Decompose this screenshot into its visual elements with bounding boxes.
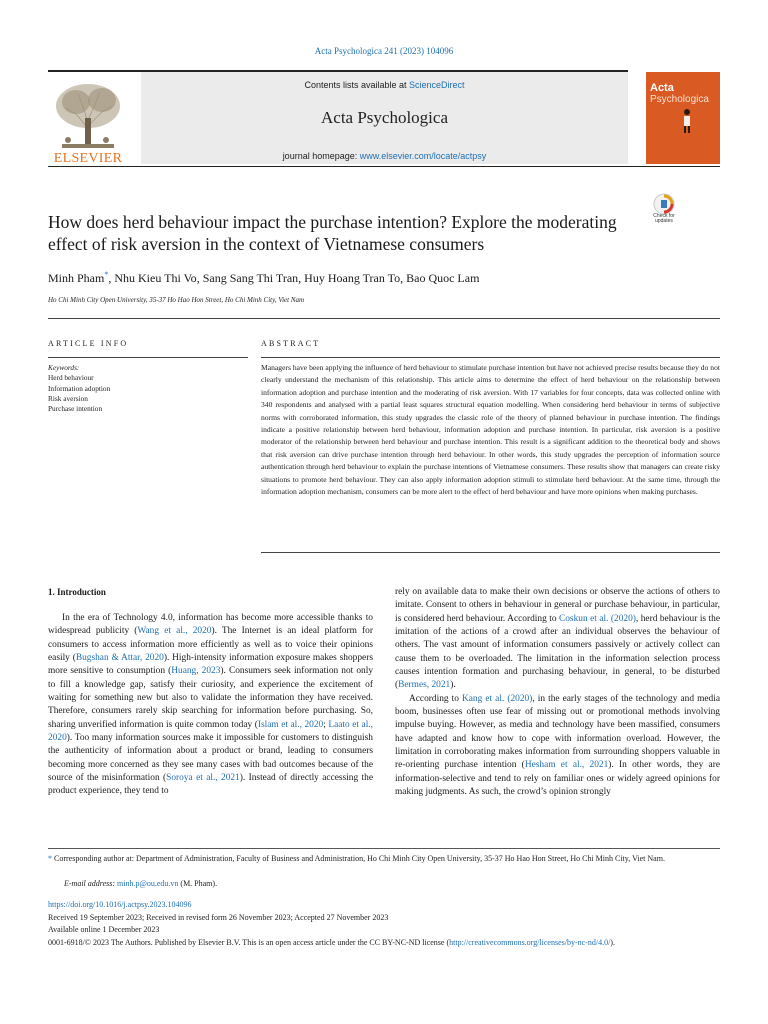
keyword-item: Herd behaviour bbox=[48, 373, 94, 383]
citation-link[interactable]: Huang, 2023 bbox=[171, 666, 221, 677]
citation-link[interactable]: Bermes, 2021 bbox=[398, 680, 451, 691]
keyword-item: Information adoption bbox=[48, 383, 111, 393]
header-bottom-rule bbox=[48, 166, 720, 167]
footnote-rule bbox=[48, 848, 720, 849]
abstract-heading: ABSTRACT bbox=[261, 339, 321, 348]
body-text: ). Instead of directly accessing the product experience, they tend to bbox=[48, 773, 373, 797]
author-name: Bao Quoc Lam bbox=[406, 271, 480, 285]
author-name: Sang Sang Thi Tran bbox=[202, 271, 299, 285]
body-text: According to bbox=[409, 693, 462, 704]
journal-cover-thumbnail[interactable] bbox=[646, 72, 720, 164]
author-name: Huy Hoang Tran To bbox=[304, 271, 401, 285]
journal-homepage-link[interactable]: www.elsevier.com/locate/actpsy bbox=[359, 151, 487, 161]
section-divider bbox=[48, 318, 720, 319]
corresponding-author-marker[interactable]: * bbox=[104, 270, 109, 279]
body-text: , in the early stages of the technology and media boom, businesses often use fear of missing out or promotional methods involving impulse buying. However, as media and technology have been massified, consumers have adapted and know how to cope with information overload. However, the limitation in corroborating makes information from surrounding shoppers valuable in re-orienting purchase intention ( bbox=[395, 693, 720, 771]
citation-link[interactable]: Soroya et al., 2021 bbox=[166, 773, 240, 784]
citation-link[interactable]: Coskun et al. (2020) bbox=[558, 613, 636, 624]
email-label: E-mail address: bbox=[64, 879, 116, 888]
cover-figure-icon bbox=[680, 108, 694, 134]
elsevier-wordmark: ELSEVIER bbox=[53, 151, 123, 166]
doi-link[interactable]: https://doi.org/10.1016/j.actpsy.2023.104096 bbox=[48, 900, 192, 909]
author-name: Nhu Kieu Thi Vo bbox=[114, 271, 197, 285]
body-text: ; bbox=[323, 719, 329, 730]
journal-citation[interactable]: Acta Psychologica 241 (2023) 104096 bbox=[314, 46, 454, 56]
citation-link[interactable]: Bugshan & Attar, 2020 bbox=[75, 653, 164, 664]
license-statement: 0001-6918/© 2023 The Authors. Published by Elsevier B.V. This is an open access article under the CC BY-NC-ND license (http://creativecommons.org/licenses/by-nc-nd/4.0/). bbox=[48, 938, 615, 947]
license-link[interactable]: http://creativecommons.org/licenses/by-nc-nd/4.0/ bbox=[449, 938, 611, 947]
intro-paragraph bbox=[395, 693, 720, 800]
citation-link[interactable]: Hesham et al., 2021 bbox=[524, 760, 609, 771]
body-text: , herd behaviour is the imitation of the actions of a crowd after an individual observes the behaviour of others. The vast amount of information consumers passively or actively collect can cause them to be overloaded. The limitation in the information selection process causes intention formation and purchasing behaviour, in general, to be disturbed ( bbox=[395, 613, 720, 691]
introduction-heading: 1. Introduction bbox=[48, 587, 106, 597]
article-info-rule bbox=[48, 357, 248, 358]
keywords-label: Keywords: bbox=[48, 363, 80, 372]
available-online-date: Available online 1 December 2023 bbox=[48, 925, 160, 934]
check-for-updates-label[interactable]: Check for updates bbox=[653, 213, 675, 224]
author-list: Minh Pham*, Nhu Kieu Thi Vo, Sang Sang Thi Tran, Huy Hoang Tran To, Bao Quoc Lam bbox=[48, 270, 480, 285]
body-text: ). bbox=[450, 680, 456, 691]
citation-link[interactable]: Islam et al., 2020 bbox=[257, 719, 324, 730]
citation-link[interactable]: Laato et al., 2020 bbox=[48, 719, 373, 744]
email-footnote: E-mail address: minh.p@ou.edu.vn (M. Pham). bbox=[64, 879, 218, 888]
email-link[interactable]: minh.p@ou.edu.vn bbox=[117, 879, 179, 888]
journal-name: Acta Psychologica bbox=[321, 108, 448, 127]
body-text: rely on available data to make their own decisions or observe the actions of others to imitate. Consent to others in behaviour in general or purchase behaviour, in particular, is considered herd behaviour. According to bbox=[395, 587, 720, 624]
author-name: Minh Pham bbox=[48, 271, 105, 285]
contents-available-line: Contents lists available at ScienceDirect bbox=[304, 80, 465, 90]
citation-link[interactable]: Kang et al. (2020) bbox=[461, 693, 533, 704]
keywords-block bbox=[48, 363, 248, 414]
keyword-item: Purchase intention bbox=[48, 404, 103, 414]
keyword-item: Risk aversion bbox=[48, 393, 88, 403]
article-info-heading: ARTICLE INFO bbox=[48, 339, 129, 348]
abstract-rule bbox=[261, 357, 720, 358]
body-text: ). High-intensity information exposure makes shoppers more sensitive to consumption ( bbox=[48, 653, 373, 677]
body-text: ). Too many information sources make it impossible for customers to distinguish the authenticity of information about a product or brand, leading to consumers becoming more concerned as they see many cases with bad outcomes because of the source of the misinformation ( bbox=[48, 733, 373, 784]
body-text: ). The Internet is an ideal platform for consumers to access information more efficiently as well as to voice their opinions easily ( bbox=[48, 626, 373, 664]
footnote-marker: * bbox=[48, 854, 52, 863]
abstract-body: Managers have been applying the influence of herd behaviour to stimulate purchase intention but have not achieved precise results because they do not clearly understand the mechanism of this relationship. This article aims to determine the effect of herd behaviour on the relationship between information adoption and purchase intention and the moderating of risk aversion. With 17 variables for four concepts, data was collected online with 340 respondents and analysed with a partial least squares structural equation modelling. When considering herd behaviour in terms of subjective norms with corroborated information, this study upgrades the classic role of the theory of planned behaviour in purchase intention. The findings indicate a positive relationship between herd behaviour, information adoption and purchase intention. In particular, risk aversion is a positive moderator of the relationship between herd behaviour and purchase intention. This result is a significant addition to the theoretical body and shows that risk aversion can drive purchase intention through herd behaviour. In other words, this study upgrades the perception of information source authentication through herd behaviour to explain the purchase intentions of Vietnamese consumers. These results show that managers can create risky situations to promote herd behaviour. They can also apply information adoption stimuli to stimulate herd behaviour. At the same time, through the information adoption mechanism, consumers can be more alert to the effect of herd behaviour and have more opinions when making purchases. bbox=[261, 363, 720, 497]
received-dates: Received 19 September 2023; Received in revised form 26 November 2023; Accepted 27 November 2023 bbox=[48, 913, 389, 922]
intro-column-right bbox=[395, 586, 720, 800]
body-text: ). In other words, they are information-selective and tend to rely on familiar ones or widely agreed opinions for making judgments. As such, the crowd’s opinion strongly bbox=[395, 760, 720, 798]
sciencedirect-link[interactable]: ScienceDirect bbox=[409, 80, 465, 90]
body-text: In the era of Technology 4.0, information has become more accessible thanks to widespread publicity ( bbox=[48, 613, 373, 637]
journal-homepage-line: journal homepage: www.elsevier.com/locate/actpsy bbox=[282, 151, 487, 161]
citation-link[interactable]: Wang et al., 2020 bbox=[137, 626, 212, 637]
intro-paragraph bbox=[395, 586, 720, 693]
corresponding-author-footnote: * Corresponding author at: Department of Administration, Faculty of Business and Administration, Ho Chi Minh City Open University, 35-37 Ho Hao Hon Street, Ho Chi Minh City, Viet Nam. bbox=[48, 854, 665, 863]
author-affiliation: Ho Chi Minh City Open University, 35-37 Ho Hao Hon Street, Ho Chi Minh City, Viet Nam bbox=[48, 296, 305, 304]
body-text: ). Consumers seek information not only to fill a knowledge gap, satisfy their curiosity, and experience the excitement of waiting for something new but also to validate the information they have received. Therefore, consumers rarely skip searching for information before purchasing. So, sharing unverified information is quite common today ( bbox=[48, 666, 374, 730]
intro-column-left bbox=[48, 612, 373, 799]
article-title: How does herd behaviour impact the purchase intention? Explore the moderating effect of risk aversion in the context of Vietnamese consumers bbox=[48, 212, 617, 254]
abstract-end-rule bbox=[261, 552, 720, 553]
cover-title: Acta Psychologica bbox=[650, 82, 709, 105]
